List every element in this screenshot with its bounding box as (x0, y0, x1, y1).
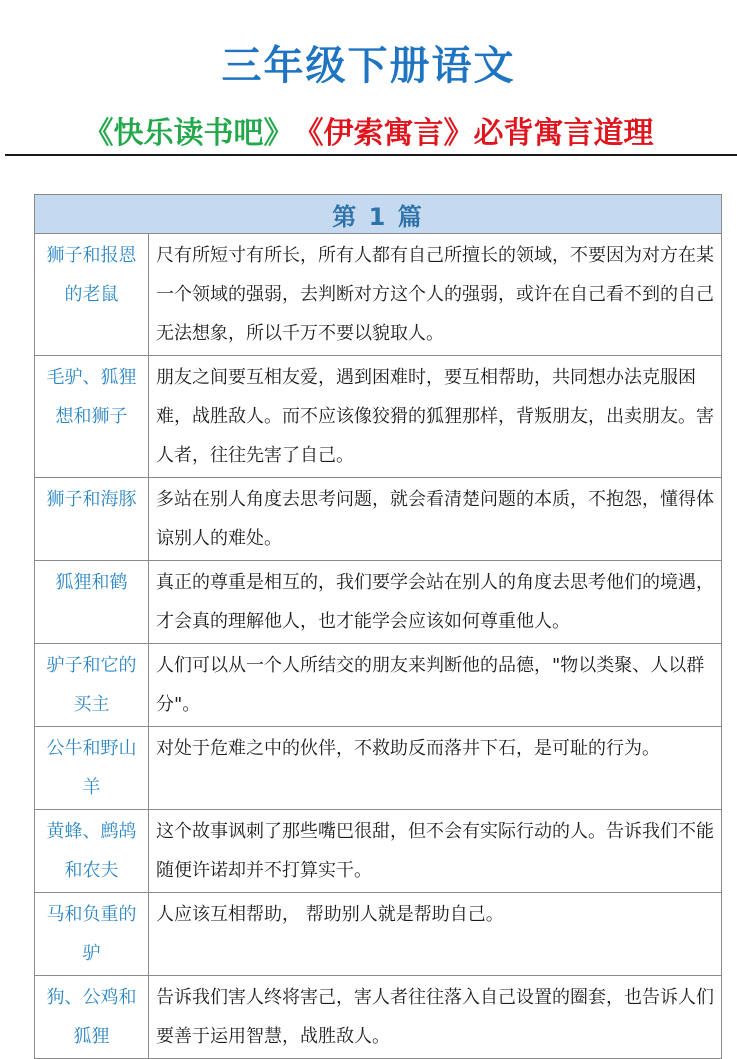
table-row (35, 893, 722, 976)
fable-moral: 告诉我们害人终将害己，害人者往往落入自己设置的圈套，也告诉人们要善于运用智慧，战胜敌人。 (149, 976, 722, 1059)
fable-moral: 真正的尊重是相互的，我们要学会站在别人的角度去思考他们的境遇，才会真的理解他人，也才能学会应该如何尊重他人。 (149, 561, 722, 644)
subtitle-topic: 必背寓言道理 (473, 116, 654, 151)
fable-moral: 人们可以从一个人所结交的朋友来判断他的品德，"物以类聚、人以群分"。 (149, 644, 722, 727)
table-row (35, 234, 722, 356)
section-header-row (35, 195, 722, 234)
fable-moral: 这个故事讽刺了那些嘴巴很甜，但不会有实际行动的人。告诉我们不能随便许诺却并不打算实干。 (149, 810, 722, 893)
fable-name: 狮子和海豚 (35, 478, 149, 561)
table-row (35, 644, 722, 727)
fable-name: 狮子和报恩的老鼠 (35, 234, 149, 356)
fable-moral: 人应该互相帮助， 帮助别人就是帮助自己。 (149, 893, 722, 976)
subtitle-book-series: 《快乐读书吧》 (83, 116, 294, 151)
fable-name: 马和负重的驴 (35, 893, 149, 976)
title-divider (5, 154, 737, 156)
fable-moral: 多站在别人角度去思考问题，就会看清楚问题的本质，不抱怨，懂得体谅别人的难处。 (149, 478, 722, 561)
fable-name: 公牛和野山羊 (35, 727, 149, 810)
table-row (35, 356, 722, 478)
fable-name: 狗、公鸡和狐狸 (35, 976, 149, 1059)
table-row (35, 976, 722, 1059)
fable-moral: 尺有所短寸有所长，所有人都有自己所擅长的领域，不要因为对方在某一个领域的强弱，去判断对方这个人的强弱，或许在自己看不到的自己无法想象，所以千万不要以貌取人。 (149, 234, 722, 356)
table-row (35, 561, 722, 644)
fable-name: 毛驴、狐狸想和狮子 (35, 356, 149, 478)
fable-moral: 朋友之间要互相友爱，遇到困难时，要互相帮助，共同想办法克服困难，战胜敌人。而不应该像狡猾的狐狸那样，背叛朋友，出卖朋友。害人者，往往先害了自己。 (149, 356, 722, 478)
table-row (35, 810, 722, 893)
page-title: 三年级下册语文 (221, 43, 516, 89)
section-header: 第 1 篇 (35, 195, 722, 234)
subtitle-book-title: 《伊索寓言》 (293, 116, 474, 151)
fable-name: 狐狸和鹤 (35, 561, 149, 644)
page-subtitle (0, 108, 737, 152)
fable-name: 驴子和它的买主 (35, 644, 149, 727)
fable-name: 黄蜂、鹧鸪和农夫 (35, 810, 149, 893)
fable-moral: 对处于危难之中的伙伴，不救助反而落井下石，是可耻的行为。 (149, 727, 722, 810)
table-row (35, 727, 722, 810)
table-row (35, 478, 722, 561)
fables-table (34, 194, 722, 1059)
